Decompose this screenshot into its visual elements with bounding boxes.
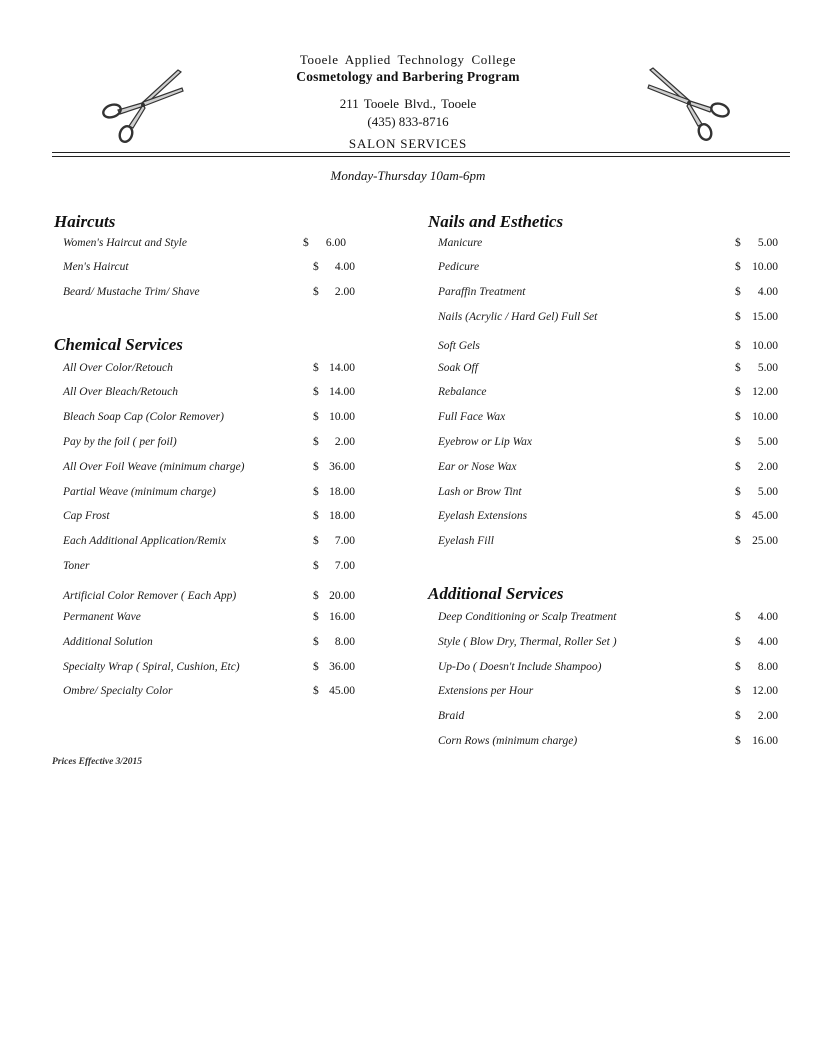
service-price: 4.00	[757, 636, 778, 648]
currency-symbol: $	[313, 636, 319, 648]
service-price: 12.00	[752, 685, 778, 697]
service-price: 36.00	[329, 661, 355, 673]
prices-effective-note: Prices Effective 3/2015	[52, 757, 143, 767]
service-price: 25.00	[752, 535, 778, 547]
scissors-icon	[640, 64, 735, 146]
service-name: Full Face Wax	[438, 411, 506, 423]
currency-symbol: $	[313, 362, 319, 374]
service-name: Toner	[63, 560, 90, 572]
service-price: 45.00	[329, 685, 355, 697]
service-price: 12.00	[752, 386, 778, 398]
currency-symbol: $	[735, 286, 741, 298]
service-name: Up-Do ( Doesn't Include Shampoo)	[438, 661, 602, 673]
service-name: Bleach Soap Cap (Color Remover)	[63, 411, 224, 423]
service-name: Nails (Acrylic / Hard Gel) Full Set	[438, 311, 598, 323]
currency-symbol: $	[313, 590, 319, 602]
currency-symbol: $	[735, 611, 741, 623]
service-name: Eyelash Fill	[438, 535, 494, 547]
currency-symbol: $	[313, 461, 319, 473]
currency-symbol: $	[313, 261, 319, 273]
service-name: Paraffin Treatment	[438, 286, 526, 298]
currency-symbol: $	[735, 261, 741, 273]
service-name: Additional Solution	[63, 636, 153, 648]
college-name: Tooele Applied Technology College	[299, 52, 517, 67]
service-name: All Over Bleach/Retouch	[63, 386, 178, 398]
service-price: 4.00	[757, 611, 778, 623]
currency-symbol: $	[735, 436, 741, 448]
section-title-nails-and-esthetics: Nails and Esthetics	[428, 212, 564, 231]
service-name: Men's Haircut	[63, 261, 129, 273]
service-price: 4.00	[757, 286, 778, 298]
service-price: 10.00	[752, 411, 778, 423]
service-price: 45.00	[752, 510, 778, 522]
currency-symbol: $	[735, 386, 741, 398]
section-title-haircuts: Haircuts	[54, 212, 116, 231]
service-name: Specialty Wrap ( Spiral, Cushion, Etc)	[63, 661, 240, 673]
currency-symbol: $	[735, 661, 741, 673]
service-price: 5.00	[757, 436, 778, 448]
service-name: Cap Frost	[63, 510, 110, 522]
currency-symbol: $	[735, 311, 741, 323]
service-price: 10.00	[752, 261, 778, 273]
service-name: Corn Rows (minimum charge)	[438, 735, 578, 747]
service-price: 2.00	[757, 461, 778, 473]
service-name: Ear or Nose Wax	[438, 461, 517, 473]
service-name: Style ( Blow Dry, Thermal, Roller Set )	[438, 636, 617, 648]
currency-symbol: $	[313, 436, 319, 448]
service-price: 14.00	[329, 386, 355, 398]
service-name: Pay by the foil ( per foil)	[63, 436, 177, 448]
currency-symbol: $	[313, 535, 319, 547]
service-name: Extensions per Hour	[438, 685, 534, 697]
service-price: 7.00	[334, 560, 355, 572]
service-price: 6.00	[325, 237, 346, 249]
service-price: 2.00	[757, 710, 778, 722]
service-name: Rebalance	[438, 386, 487, 398]
currency-symbol: $	[735, 411, 741, 423]
service-price: 16.00	[329, 611, 355, 623]
section-title-chemical-services: Chemical Services	[54, 335, 183, 354]
service-name: Women's Haircut and Style	[63, 237, 187, 249]
service-name: Permanent Wave	[63, 611, 141, 623]
business-hours: Monday-Thursday 10am-6pm	[330, 168, 486, 183]
service-name: Partial Weave (minimum charge)	[63, 486, 216, 498]
service-price: 8.00	[757, 661, 778, 673]
currency-symbol: $	[303, 237, 309, 249]
service-name: Eyebrow or Lip Wax	[438, 436, 533, 448]
service-name: Eyelash Extensions	[438, 510, 528, 522]
currency-symbol: $	[735, 535, 741, 547]
service-price: 5.00	[757, 237, 778, 249]
service-price: 4.00	[334, 261, 355, 273]
currency-symbol: $	[735, 636, 741, 648]
service-name: Manicure	[438, 237, 483, 249]
currency-symbol: $	[735, 486, 741, 498]
service-name: Soak Off	[438, 362, 478, 374]
service-price: 20.00	[329, 590, 355, 602]
service-name: All Over Color/Retouch	[63, 362, 173, 374]
service-name: Lash or Brow Tint	[438, 486, 522, 498]
service-price: 7.00	[334, 535, 355, 547]
service-name: Each Additional Application/Remix	[63, 535, 227, 547]
phone-number: (435) 833-8716	[367, 114, 449, 129]
section-title-additional-services: Additional Services	[428, 584, 564, 603]
service-name: Braid	[438, 710, 465, 722]
currency-symbol: $	[735, 735, 741, 747]
service-price: 16.00	[752, 735, 778, 747]
service-price: 5.00	[757, 486, 778, 498]
program-name: Cosmetology and Barbering Program	[296, 69, 520, 84]
service-price: 14.00	[329, 362, 355, 374]
page-title: SALON SERVICES	[348, 136, 468, 151]
service-price: 15.00	[752, 311, 778, 323]
service-name: All Over Foil Weave (minimum charge)	[63, 461, 245, 473]
service-price: 10.00	[329, 411, 355, 423]
address: 211 Tooele Blvd., Tooele	[339, 96, 477, 111]
currency-symbol: $	[313, 411, 319, 423]
header-rule-top	[52, 152, 790, 153]
currency-symbol: $	[313, 661, 319, 673]
currency-symbol: $	[313, 386, 319, 398]
currency-symbol: $	[313, 560, 319, 572]
service-name: Artificial Color Remover ( Each App)	[63, 590, 237, 602]
currency-symbol: $	[735, 510, 741, 522]
currency-symbol: $	[735, 340, 741, 352]
service-name: Pedicure	[438, 261, 480, 273]
service-name: Deep Conditioning or Scalp Treatment	[438, 611, 617, 623]
service-name: Ombre/ Specialty Color	[63, 685, 173, 697]
service-price: 18.00	[329, 486, 355, 498]
service-price: 8.00	[334, 636, 355, 648]
service-price: 5.00	[757, 362, 778, 374]
currency-symbol: $	[735, 685, 741, 697]
currency-symbol: $	[313, 510, 319, 522]
currency-symbol: $	[313, 286, 319, 298]
currency-symbol: $	[313, 611, 319, 623]
service-price: 10.00	[752, 340, 778, 352]
currency-symbol: $	[735, 461, 741, 473]
service-price: 2.00	[334, 286, 355, 298]
currency-symbol: $	[313, 685, 319, 697]
header-rule-bottom	[52, 156, 790, 157]
service-name: Soft Gels	[438, 340, 480, 352]
currency-symbol: $	[735, 710, 741, 722]
scissors-icon	[98, 66, 188, 148]
service-price: 36.00	[329, 461, 355, 473]
currency-symbol: $	[735, 362, 741, 374]
currency-symbol: $	[313, 486, 319, 498]
currency-symbol: $	[735, 237, 741, 249]
service-price: 2.00	[334, 436, 355, 448]
service-price: 18.00	[329, 510, 355, 522]
service-name: Beard/ Mustache Trim/ Shave	[63, 286, 200, 298]
